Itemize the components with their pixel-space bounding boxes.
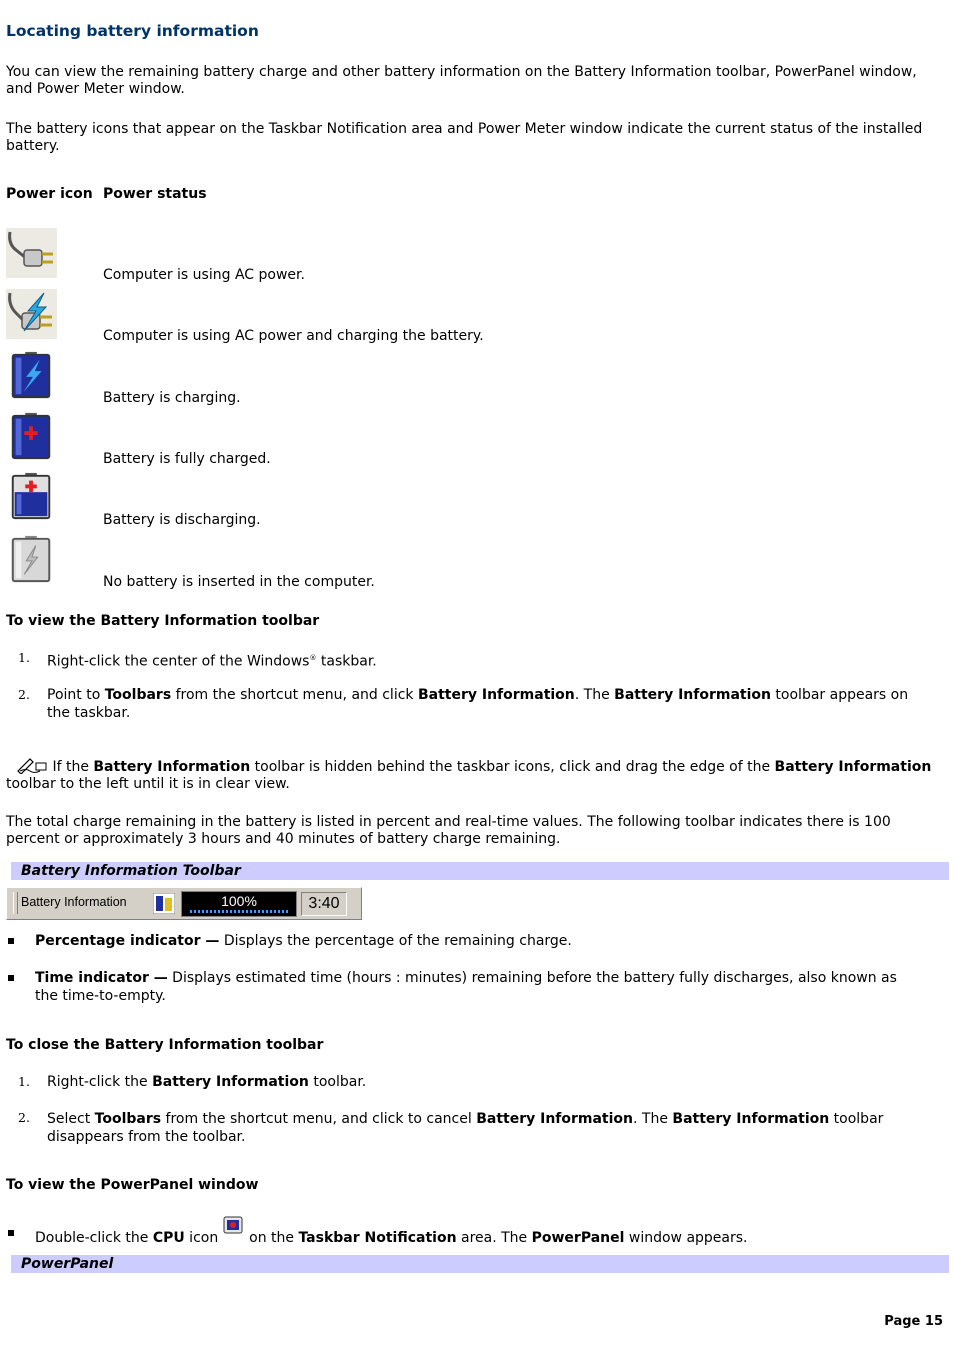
status-battery-charging: Battery is charging. [103, 390, 241, 406]
close-step-2-text: Select Toolbars from the shortcut menu, and click to cancel Battery Information. The Battery Information toolbar disappears from the toolbar. [47, 1111, 884, 1145]
toolbar-label: Battery Information [21, 895, 127, 909]
step-number: 2. [18, 1110, 30, 1125]
col-header-icon: Power icon [6, 186, 93, 202]
percentage-value: 100% [221, 893, 257, 909]
note-pencil-icon [16, 756, 48, 774]
battery-charging-icon [6, 350, 57, 400]
bullet-powerpanel: Double-click the CPU icon on the Taskbar Notification area. The PowerPanel window appears. [35, 1216, 915, 1254]
battery-information-toolbar [6, 887, 362, 920]
time-indicator: 3:40 [301, 892, 347, 916]
percentage-indicator [181, 891, 297, 917]
intro-paragraph: You can view the remaining battery charge and other battery information on the Battery Information toolbar, PowerPanel window, and Power Meter window. [6, 64, 917, 97]
step-2-text: Point to Toolbars from the shortcut menu, and click Battery Information. The Battery Information toolbar appears on the taskbar. [47, 687, 909, 721]
status-battery-discharging: Battery is discharging. [103, 512, 261, 528]
total-charge-paragraph: The total charge remaining in the battery is listed in percent and real-time values. The following toolbar indicates there is 100 percent or approximately 3 hours and 40 minutes of battery charge remaining. [6, 814, 891, 847]
heading-view-powerpanel: To view the PowerPanel window [6, 1177, 259, 1193]
step-1-text: Right-click the center of the Windows® taskbar. [47, 653, 377, 670]
ac-plug-charging-icon [6, 289, 57, 339]
step-number: 1. [18, 1074, 30, 1089]
percentage-bar [190, 910, 288, 913]
battery-small-icon [153, 893, 175, 914]
step-number: 1. [18, 650, 30, 665]
battery-full-icon [6, 411, 57, 461]
step-number: 2. [18, 687, 30, 702]
heading-view-toolbar: To view the Battery Information toolbar [6, 613, 320, 629]
bullet-marker [8, 1230, 14, 1236]
toolbar-grip[interactable] [13, 892, 18, 914]
status-ac-power: Computer is using AC power. [103, 267, 305, 283]
bullet-marker [8, 975, 14, 981]
bullet-time-indicator: Time indicator — Displays estimated time (hours : minutes) remaining before the battery fully discharges, also known as the time-to-empty. [35, 970, 897, 1004]
bullet-marker [8, 938, 14, 944]
ac-plug-icon [6, 228, 57, 278]
page-title: Locating battery information [6, 22, 259, 40]
bullet-percentage-indicator: Percentage indicator — Displays the percentage of the remaining charge. [35, 933, 572, 949]
status-battery-full: Battery is fully charged. [103, 451, 271, 467]
battery-discharging-icon [6, 471, 57, 521]
page-number: Page 15 [884, 1314, 943, 1329]
battery-missing-icon [6, 534, 57, 584]
close-step-1-text: Right-click the Battery Information toolbar. [47, 1074, 367, 1090]
note-paragraph: If the Battery Information toolbar is hidden behind the taskbar icons, click and drag the edge of the Battery Information toolbar to the left until it is in clear view. [6, 756, 941, 793]
status-ac-charging: Computer is using AC power and charging the battery. [103, 328, 484, 344]
col-header-status: Power status [103, 186, 207, 202]
heading-close-toolbar: To close the Battery Information toolbar [6, 1037, 324, 1053]
cpu-icon [223, 1216, 245, 1236]
caption-bar-powerpanel: PowerPanel [11, 1255, 949, 1273]
status-no-battery: No battery is inserted in the computer. [103, 574, 375, 590]
icons-paragraph: The battery icons that appear on the Taskbar Notification area and Power Meter window indicate the current status of the installed battery. [6, 121, 923, 154]
caption-bar-toolbar: Battery Information Toolbar [11, 862, 949, 880]
